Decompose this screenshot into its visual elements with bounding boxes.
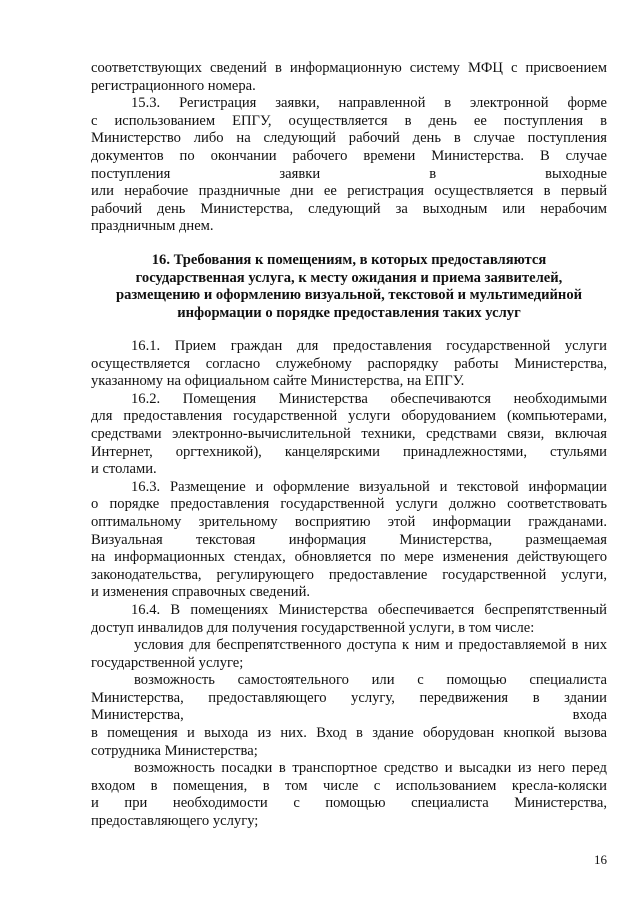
- text-line: о порядке предоставления государственной услуги должно соответствовать: [91, 496, 607, 513]
- text-line: условия для беспрепятственного доступа к ним и предоставляемой в них: [134, 637, 607, 654]
- heading-line: 16. Требования к помещениям, в которых предоставляются: [151, 252, 547, 268]
- section-heading: [91, 252, 607, 322]
- paragraph-16-1: [91, 338, 607, 391]
- text-line: Министерство либо на следующий рабочий день в случае поступления: [91, 130, 607, 147]
- text-line: Министерства, входа: [91, 707, 607, 724]
- text-line: соответствующих сведений в информационную систему МФЦ с присвоением: [91, 60, 607, 76]
- paragraph-15-3: [91, 95, 607, 236]
- text-line: входом в помещения, в том числе с использованием кресла-коляски: [91, 777, 607, 794]
- text-line: возможность посадки в транспортное средство и высадки из него перед: [134, 760, 607, 777]
- text-line: 16.1. Прием граждан для предоставления государственной услуги: [131, 338, 607, 354]
- text-line: праздничным днем.: [91, 218, 214, 235]
- text-line: средствами электронно-вычислительной техники, средствами связи, включая: [91, 425, 607, 442]
- text-line: или нерабочие праздничные дни ее регистрация осуществляется в первый: [91, 183, 607, 200]
- text-line: на информационных стендах, обновляется по мере изменения действующего: [91, 549, 607, 566]
- paragraph-16-4: [91, 602, 607, 637]
- text-line: оптимальному зрительному восприятию этой информации гражданами.: [91, 513, 607, 530]
- text-line: и изменения справочных сведений.: [91, 584, 311, 601]
- paragraph-transport: [91, 760, 607, 830]
- text-line: 15.3. Регистрация заявки, направленной в электронной форме: [131, 95, 607, 112]
- paragraph-16-2: [91, 391, 607, 479]
- paragraph-16-3: [91, 479, 607, 602]
- heading-line: информации о порядке предоставления таких услуг: [177, 304, 521, 321]
- paragraph-movement: [91, 672, 607, 760]
- top-text-block: [91, 60, 607, 236]
- page-number: 16: [594, 852, 607, 867]
- text-line: для предоставления государственной услуги оборудованием (компьютерами,: [91, 408, 607, 425]
- text-line: Министерства, предоставляющего услугу, передвижения в здании: [91, 689, 607, 706]
- text-line: и столами.: [91, 461, 157, 478]
- text-line: Визуальная текстовая информация Министерства, размещаемая: [91, 531, 607, 548]
- text-line: рабочий день Министерства, следующий за выходным или нерабочим: [91, 200, 607, 217]
- text-line: и при необходимости с помощью специалиста Министерства,: [91, 795, 607, 812]
- text-line: регистрационного номера.: [91, 77, 256, 94]
- text-line: осуществляется согласно служебному распорядку работы Министерства,: [91, 355, 607, 372]
- text-line: поступления заявки в выходные: [91, 165, 607, 182]
- text-line: 16.2. Помещения Министерства обеспечиваются необходимыми: [131, 390, 607, 407]
- text-line: 16.3. Размещение и оформление визуальной и текстовой информации: [131, 478, 607, 495]
- paragraph-conditions: [91, 637, 607, 672]
- heading-line: государственная услуга, к месту ожидания и приема заявителей,: [135, 269, 563, 286]
- text-line: доступ инвалидов для получения государственной услуги, в том числе:: [91, 619, 535, 636]
- text-line: возможность самостоятельного или с помощью специалиста: [134, 672, 607, 689]
- text-line: сотрудника Министерства;: [91, 742, 258, 759]
- text-line: 16.4. В помещениях Министерства обеспечивается беспрепятственный: [131, 601, 607, 618]
- heading-line: размещению и оформлению визуальной, текстовой и мультимедийной: [115, 287, 583, 304]
- section-text-block: [91, 338, 607, 831]
- text-line: в помещения и выхода из них. Вход в здание оборудован кнопкой вызова: [91, 725, 607, 742]
- text-line: законодательства, регулирующего предоставление государственной услуги,: [91, 566, 607, 583]
- text-line: с использованием ЕПГУ, осуществляется в день ее поступления в: [91, 112, 607, 129]
- text-line: указанному на официальном сайте Министерства, на ЕПГУ.: [91, 373, 465, 390]
- text-line: Интернет, оргтехникой), канцелярскими принадлежностями, стульями: [91, 443, 607, 460]
- text-line: предоставляющего услугу;: [91, 813, 259, 830]
- text-line: государственной услуге;: [91, 654, 244, 671]
- paragraph-continuation: [91, 60, 607, 95]
- text-line: документов по окончании рабочего времени Министерства. В случае: [91, 147, 607, 164]
